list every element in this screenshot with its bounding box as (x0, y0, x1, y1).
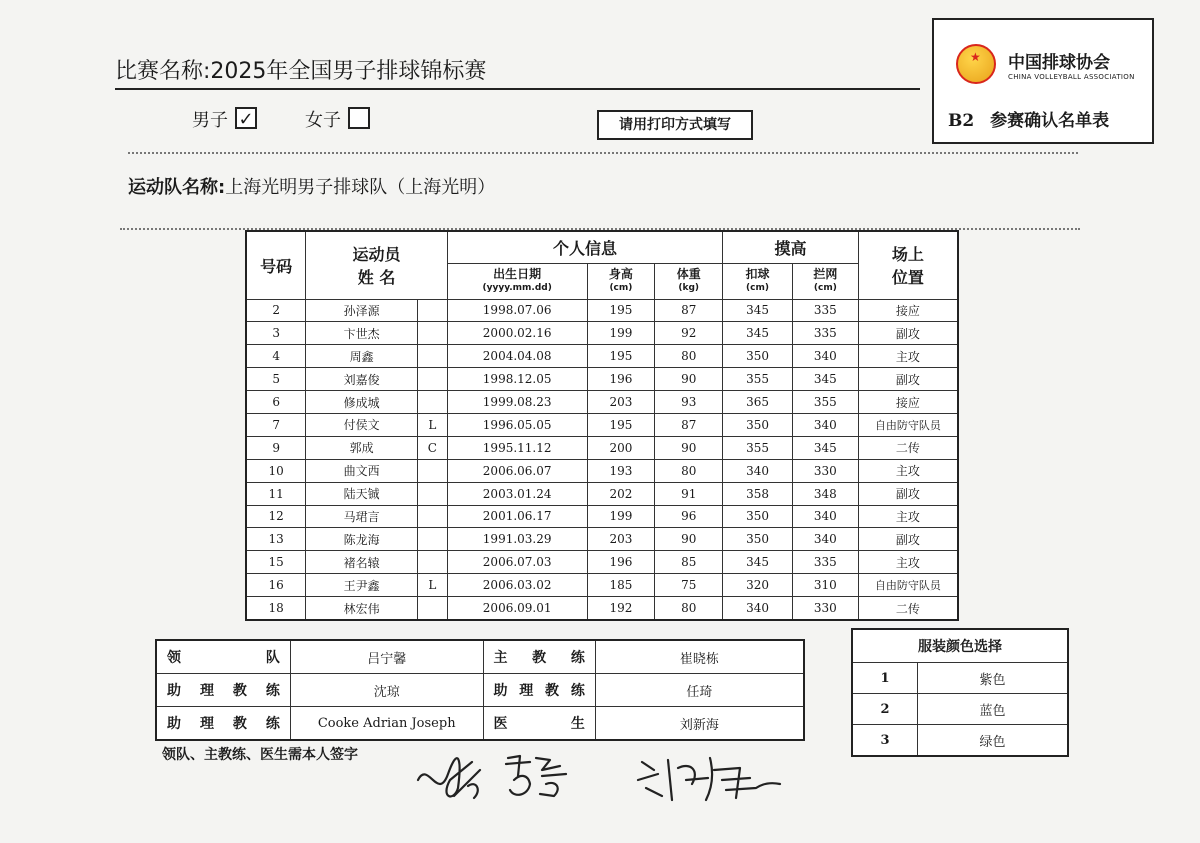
header-block (792, 263, 858, 299)
header-position (858, 231, 958, 299)
cell-height: 195 (587, 299, 655, 322)
cell-weight: 90 (655, 528, 723, 551)
cell-block: 330 (792, 459, 858, 482)
table-row (246, 368, 958, 391)
cell-block: 330 (792, 597, 858, 620)
cell-weight: 75 (655, 574, 723, 597)
cell-position: 自由防守队员 (858, 574, 958, 597)
staff-name: 沈琼 (290, 674, 483, 707)
uniform-color-name: 绿色 (918, 725, 1069, 757)
cell-birth: 2006.06.07 (447, 459, 587, 482)
divider-dotted (128, 152, 1078, 154)
staff-role: 领队 (156, 640, 290, 674)
cell-spike: 340 (723, 459, 793, 482)
header-athlete-line2: 姓 名 (357, 268, 396, 288)
cell-birth: 2000.02.16 (447, 322, 587, 345)
cell-name: 陆天铖 (306, 482, 418, 505)
cell-birth: 1999.08.23 (447, 391, 587, 414)
cell-flag (417, 528, 447, 551)
staff-role: 医生 (483, 707, 595, 741)
cell-weight: 87 (655, 299, 723, 322)
cell-flag: L (417, 574, 447, 597)
cell-number: 5 (246, 368, 306, 391)
cell-height: 203 (587, 528, 655, 551)
match-underline (115, 88, 920, 90)
table-row (246, 459, 958, 482)
cell-birth: 2001.06.17 (447, 505, 587, 528)
cell-height: 196 (587, 368, 655, 391)
cell-weight: 87 (655, 413, 723, 436)
header-position-line2: 位置 (891, 268, 924, 288)
cell-number: 15 (246, 551, 306, 574)
cell-number: 9 (246, 436, 306, 459)
uniform-color-title: 服装颜色选择 (852, 629, 1068, 663)
header-birth (447, 263, 587, 299)
cell-name: 郭成 (306, 436, 418, 459)
cell-height: 195 (587, 413, 655, 436)
cell-height: 185 (587, 574, 655, 597)
star-icon: ★ (970, 50, 981, 64)
cell-block: 345 (792, 368, 858, 391)
cell-spike: 340 (723, 597, 793, 620)
cell-height: 203 (587, 391, 655, 414)
cell-block: 345 (792, 436, 858, 459)
handwritten-signatures (410, 740, 800, 810)
staff-name: Cooke Adrian Joseph (290, 707, 483, 741)
cell-birth: 2006.09.01 (447, 597, 587, 620)
cell-flag (417, 597, 447, 620)
table-row (246, 436, 958, 459)
cell-position: 副攻 (858, 322, 958, 345)
table-row (246, 574, 958, 597)
cell-height: 199 (587, 505, 655, 528)
header-block-unit: (cm) (813, 283, 837, 293)
header-athlete (306, 231, 448, 299)
cell-position: 主攻 (858, 345, 958, 368)
cell-block: 310 (792, 574, 858, 597)
cell-spike: 358 (723, 482, 793, 505)
uniform-color-name: 紫色 (918, 663, 1069, 694)
male-label: 男子 (192, 110, 228, 131)
staff-name: 任琦 (595, 674, 804, 707)
cell-weight: 80 (655, 345, 723, 368)
cell-birth: 2003.01.24 (447, 482, 587, 505)
cell-name: 马珺言 (306, 505, 418, 528)
cell-name: 付侯文 (306, 413, 418, 436)
cell-position: 副攻 (858, 368, 958, 391)
staff-role: 主教练 (483, 640, 595, 674)
cell-block: 340 (792, 505, 858, 528)
cell-birth: 2006.07.03 (447, 551, 587, 574)
cell-position: 主攻 (858, 505, 958, 528)
header-height-label: 身高 (608, 267, 633, 281)
cell-name: 褚名辕 (306, 551, 418, 574)
cell-number: 16 (246, 574, 306, 597)
cell-name: 王尹鑫 (306, 574, 418, 597)
cell-flag (417, 551, 447, 574)
staff-name: 崔晓栋 (595, 640, 804, 674)
uniform-color-body (852, 629, 1068, 756)
cell-block: 335 (792, 551, 858, 574)
female-label: 女子 (305, 110, 341, 131)
roster-body (246, 299, 958, 620)
header-position-line1: 场上 (891, 245, 924, 265)
cell-spike: 345 (723, 322, 793, 345)
cell-position: 主攻 (858, 459, 958, 482)
roster-table (245, 230, 959, 621)
cell-name: 周鑫 (306, 345, 418, 368)
team-name-row (128, 173, 495, 199)
cell-spike: 350 (723, 413, 793, 436)
cell-name: 修成城 (306, 391, 418, 414)
cell-birth: 1998.12.05 (447, 368, 587, 391)
uniform-color-number: 2 (852, 694, 918, 725)
header-spike-label: 扣球 (745, 267, 770, 281)
cell-birth: 1991.03.29 (447, 528, 587, 551)
team-name: 上海光明男子排球队（上海光明） (225, 177, 496, 198)
cell-flag: C (417, 436, 447, 459)
cell-name: 林宏伟 (306, 597, 418, 620)
team-label: 运动队名称: (128, 177, 226, 198)
uniform-color-row (852, 663, 1068, 694)
cell-weight: 96 (655, 505, 723, 528)
cell-position: 接应 (858, 299, 958, 322)
table-row (246, 413, 958, 436)
cell-height: 195 (587, 345, 655, 368)
staff-table (155, 639, 805, 741)
cell-flag (417, 368, 447, 391)
cell-birth: 2006.03.02 (447, 574, 587, 597)
cell-weight: 93 (655, 391, 723, 414)
header-block-label: 拦网 (813, 267, 838, 281)
header-reach: 摸高 (723, 231, 859, 263)
cell-birth: 1995.11.12 (447, 436, 587, 459)
logo-box (932, 18, 1154, 144)
staff-name: 刘新海 (595, 707, 804, 741)
header-height (587, 263, 655, 299)
table-row (246, 528, 958, 551)
cell-spike: 350 (723, 505, 793, 528)
table-row (246, 322, 958, 345)
cell-number: 10 (246, 459, 306, 482)
header-weight-label: 体重 (676, 267, 701, 281)
cell-birth: 1998.07.06 (447, 299, 587, 322)
staff-row (156, 640, 804, 674)
cell-flag (417, 391, 447, 414)
cell-spike: 345 (723, 299, 793, 322)
cell-name: 陈龙海 (306, 528, 418, 551)
cell-weight: 80 (655, 459, 723, 482)
header-personal: 个人信息 (447, 231, 722, 263)
uniform-color-row (852, 725, 1068, 757)
cell-flag: L (417, 413, 447, 436)
form-title (948, 106, 1109, 131)
cell-spike: 350 (723, 345, 793, 368)
cell-block: 335 (792, 299, 858, 322)
staff-row (156, 707, 804, 741)
cell-flag (417, 459, 447, 482)
header-birth-format: (yyyy.mm.dd) (482, 283, 552, 293)
cell-spike: 365 (723, 391, 793, 414)
cell-number: 6 (246, 391, 306, 414)
table-row (246, 299, 958, 322)
header-spike-unit: (cm) (746, 283, 769, 293)
uniform-color-row (852, 694, 1068, 725)
cell-flag (417, 345, 447, 368)
cell-height: 193 (587, 459, 655, 482)
uniform-color-number: 1 (852, 663, 918, 694)
cell-spike: 320 (723, 574, 793, 597)
header-spike (723, 263, 793, 299)
match-name: 2025年全国男子排球锦标赛 (210, 59, 487, 84)
cell-block: 335 (792, 322, 858, 345)
cell-position: 副攻 (858, 528, 958, 551)
uniform-color-name: 蓝色 (918, 694, 1069, 725)
cell-spike: 350 (723, 528, 793, 551)
cell-spike: 355 (723, 436, 793, 459)
cell-number: 2 (246, 299, 306, 322)
cell-position: 副攻 (858, 482, 958, 505)
cell-height: 192 (587, 597, 655, 620)
cell-spike: 345 (723, 551, 793, 574)
cell-position: 自由防守队员 (858, 413, 958, 436)
cell-position: 主攻 (858, 551, 958, 574)
cell-number: 18 (246, 597, 306, 620)
table-row (246, 482, 958, 505)
cell-number: 13 (246, 528, 306, 551)
cell-block: 340 (792, 413, 858, 436)
table-row (246, 391, 958, 414)
form-title-text: 参赛确认名单表 (990, 111, 1110, 131)
header-athlete-line1: 运动员 (352, 245, 401, 265)
cell-birth: 2004.04.08 (447, 345, 587, 368)
table-row (246, 597, 958, 620)
staff-role: 助理教练 (156, 707, 290, 741)
cell-block: 340 (792, 345, 858, 368)
cell-flag (417, 299, 447, 322)
cell-height: 196 (587, 551, 655, 574)
cell-weight: 90 (655, 368, 723, 391)
print-notice: 请用打印方式填写 (597, 110, 753, 140)
header-height-unit: (cm) (609, 283, 633, 293)
cell-height: 200 (587, 436, 655, 459)
cell-height: 202 (587, 482, 655, 505)
volleyball-logo-icon (956, 44, 996, 84)
cell-number: 7 (246, 413, 306, 436)
cell-birth: 1996.05.05 (447, 413, 587, 436)
staff-name: 吕宁馨 (290, 640, 483, 674)
cell-weight: 90 (655, 436, 723, 459)
cell-weight: 85 (655, 551, 723, 574)
cell-name: 卞世杰 (306, 322, 418, 345)
header-birth-label: 出生日期 (493, 267, 542, 281)
logo-en-text: CHINA VOLLEYBALL ASSOCIATION (1008, 73, 1135, 81)
table-row (246, 551, 958, 574)
cell-weight: 80 (655, 597, 723, 620)
cell-spike: 355 (723, 368, 793, 391)
header-number: 号码 (246, 231, 306, 299)
cell-name: 曲文西 (306, 459, 418, 482)
match-name-row (115, 54, 486, 85)
table-row (246, 505, 958, 528)
male-checkbox[interactable]: ✓ (235, 107, 257, 129)
cell-weight: 91 (655, 482, 723, 505)
cell-number: 11 (246, 482, 306, 505)
uniform-color-table (851, 628, 1069, 757)
cell-weight: 92 (655, 322, 723, 345)
match-label: 比赛名称: (115, 59, 211, 84)
cell-block: 355 (792, 391, 858, 414)
staff-role: 助理教练 (156, 674, 290, 707)
header-weight (655, 263, 723, 299)
cell-block: 348 (792, 482, 858, 505)
header-weight-unit: (kg) (678, 283, 700, 293)
cell-flag (417, 505, 447, 528)
table-row (246, 345, 958, 368)
cell-position: 二传 (858, 597, 958, 620)
cell-position: 接应 (858, 391, 958, 414)
cell-height: 199 (587, 322, 655, 345)
logo-cn-text: 中国排球协会 (1008, 53, 1110, 73)
cell-flag (417, 322, 447, 345)
cell-position: 二传 (858, 436, 958, 459)
cell-flag (417, 482, 447, 505)
signature-note: 领队、主教练、医生需本人签字 (162, 747, 358, 763)
cell-block: 340 (792, 528, 858, 551)
cell-number: 12 (246, 505, 306, 528)
staff-body (156, 640, 804, 740)
staff-row (156, 674, 804, 707)
cell-number: 4 (246, 345, 306, 368)
form-code: B2 (948, 111, 975, 131)
female-checkbox[interactable] (348, 107, 370, 129)
staff-role: 助理教练 (483, 674, 595, 707)
cell-number: 3 (246, 322, 306, 345)
cell-name: 刘嘉俊 (306, 368, 418, 391)
cell-name: 孙泽源 (306, 299, 418, 322)
uniform-color-number: 3 (852, 725, 918, 757)
